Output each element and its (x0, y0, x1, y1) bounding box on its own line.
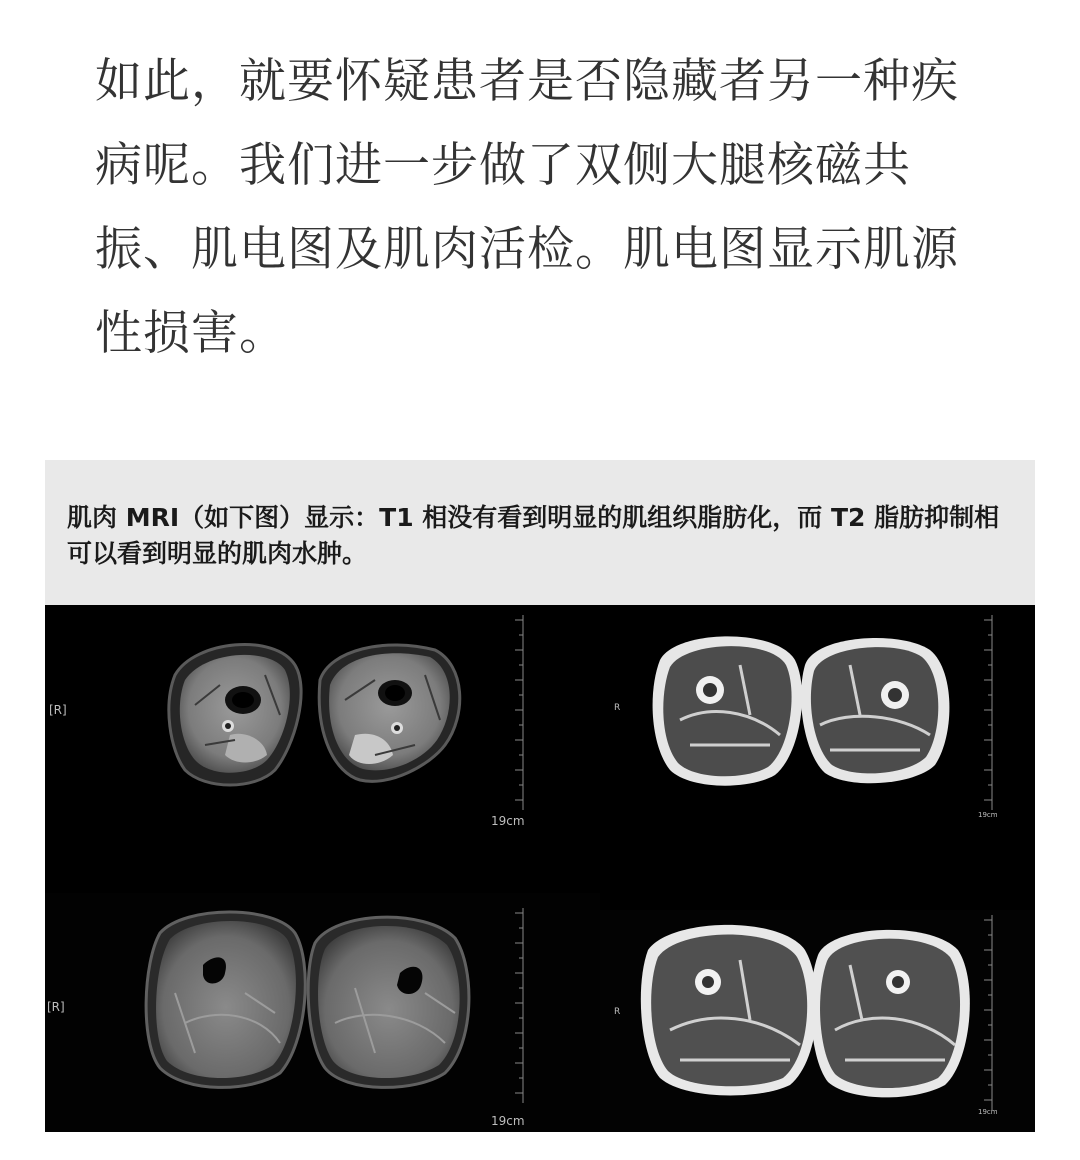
scale-label: 19cm (491, 1114, 525, 1128)
article-paragraph: 如此，就要怀疑患者是否隐藏者另一种疾病呢。我们进一步做了双侧大腿核磁共振、肌电图及肌肉活检。肌电图显示肌源性损害。 (95, 54, 959, 361)
scale-label: 19cm (978, 811, 998, 819)
mri-thigh-image (600, 910, 1035, 1132)
figure-caption-box (45, 460, 1035, 605)
side-label: R (614, 1007, 621, 1017)
mri-panel-t1-lower (600, 910, 1035, 1132)
mri-thigh-image (45, 605, 600, 893)
side-label: R (614, 703, 621, 713)
mri-thigh-image (45, 893, 600, 1132)
side-label: [R] (49, 703, 67, 717)
mri-panel-t2-upper (45, 605, 600, 893)
figure-caption: 肌肉 MRI（如下图）显示：T1 相没有看到明显的肌组织脂肪化，而 T2 脂肪抑制相可以看到明显的肌肉水肿。 (67, 503, 1000, 568)
mri-figure (45, 460, 1035, 1132)
mri-thigh-image (600, 605, 1035, 910)
mri-panel-t2-lower (45, 893, 600, 1132)
mri-scan-grid (45, 605, 1035, 1132)
scale-label: 19cm (491, 814, 525, 828)
side-label: [R] (47, 1000, 65, 1014)
scale-label: 19cm (978, 1108, 998, 1116)
mri-panel-t1-upper (600, 605, 1035, 910)
